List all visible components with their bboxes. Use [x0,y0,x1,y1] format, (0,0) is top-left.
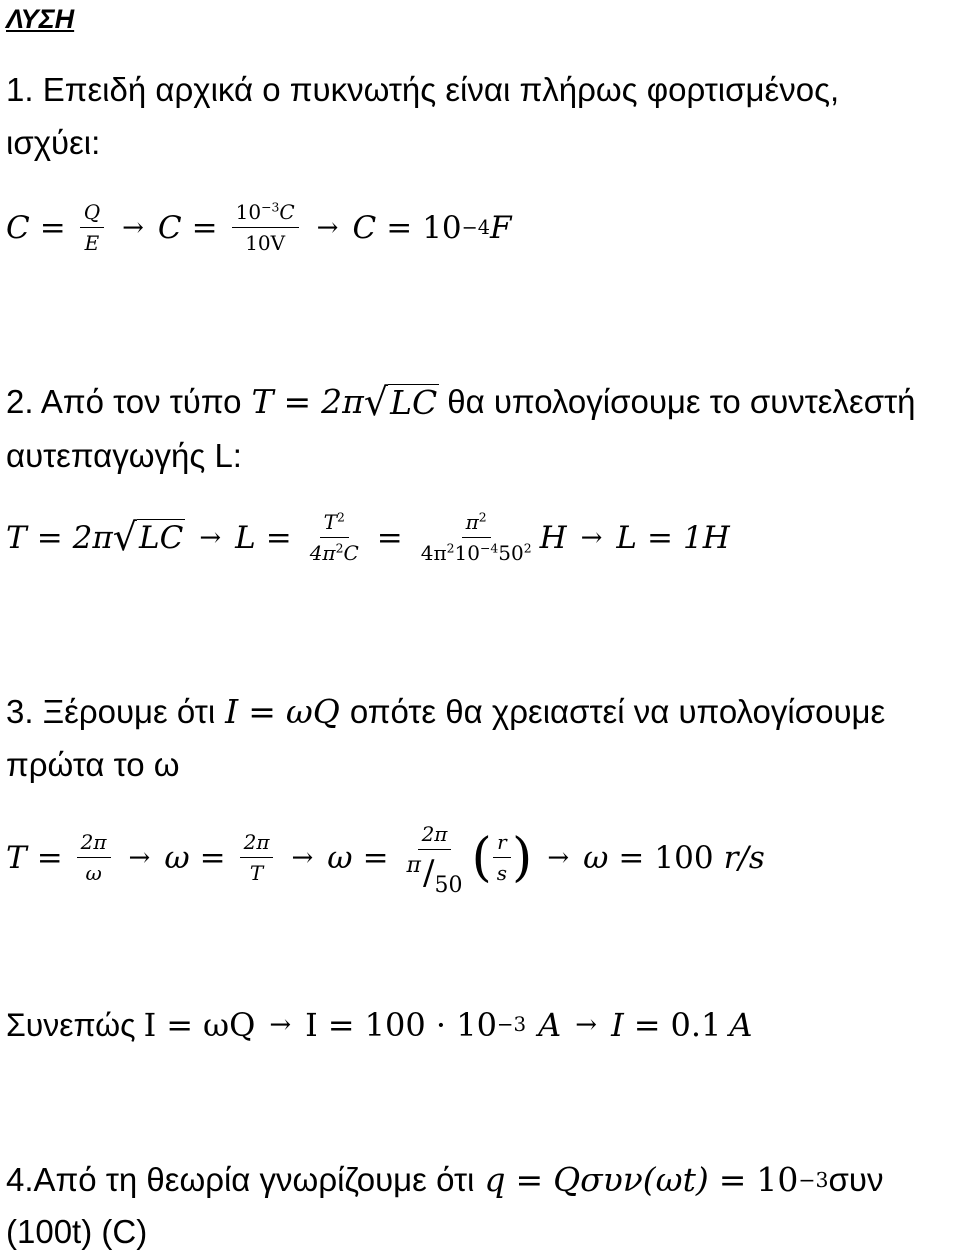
arrow-icon: → [580,522,603,553]
var-omega: ω [164,839,190,876]
radicand: LC [139,520,184,556]
result-base: 10 [422,209,462,246]
op-equals: = [199,839,226,876]
frac-pi2-numeric [417,510,536,565]
num-t: T [323,510,337,534]
s4-pre: Συνεπώς [6,1006,136,1043]
var-i: I [143,1006,157,1044]
frac-num [232,200,299,228]
frac-t2-4pi2c [306,510,363,565]
result-unit: r/s [723,839,765,876]
slash-icon: / [423,853,435,893]
op-equals: = [376,519,403,556]
var-q: q [484,1160,506,1199]
var-l: L [616,519,638,556]
s3-line1-post: οπότε θα χρειαστεί να υπολογίσουμε [349,693,886,730]
num-pi: π [465,510,479,534]
num-exp: −3 [261,199,280,215]
q-expression: Qσυν(ωt) [553,1160,709,1199]
s2-line1 [6,379,916,424]
den-4pi: 4π [309,541,336,565]
exp: 2 [335,540,344,556]
op-equals: = [265,519,292,556]
result-unit: F [489,209,512,246]
op-equals: = [166,1006,194,1044]
var-omega: ω [327,839,353,876]
op-equals: = [515,1160,544,1199]
arrow-icon: → [269,1010,292,1040]
sqrt-icon: √ [112,515,137,559]
var-c: C [352,209,377,246]
right-paren: ) [512,827,533,888]
frac-num: Q [80,200,104,228]
var-l: L [235,519,256,556]
s1-equation: C = $\frac{Q}{E}$ → C = $\frac{10^{-3}C}{10V}$ → C = 10 −4 F [6,199,512,255]
op-equals: = [386,209,413,246]
s3-equation [6,822,765,898]
den-ten: 10 [454,541,480,565]
var-t: T [251,382,274,421]
op-equals: = [633,1006,661,1044]
frac-2pi-t [240,830,274,885]
arrow-icon: → [547,842,570,873]
op-equals: = [39,209,66,246]
arrow-icon: → [199,522,222,553]
var-i: I [305,1006,318,1044]
num-base: 10 [235,200,262,224]
arrow-icon: → [122,212,144,243]
frac-den: s [493,857,511,885]
value: 100 · 10 [364,1006,497,1044]
frac-den [306,538,363,565]
s5-line1-pre: 4.Από τη θεωρία γνωρίζουμε ότι [6,1161,475,1198]
s2-line1-pre: 2. Από τον τύπο [6,383,242,420]
s1-line1: 1. Επειδή αρχικά ο πυκνωτής είναι πλήρως φορτισμένος, [6,71,840,108]
omega-q: ωQ [203,1006,256,1044]
op-equals: = [362,839,389,876]
radicand: LC [390,382,438,422]
s1-line2: ισχύει: [6,124,101,161]
section-title: ΛΥΣΗ [6,4,75,34]
var-c: C [157,209,182,246]
frac-r-s [493,830,511,885]
left-paren: ( [471,827,492,888]
den-c: C [343,541,359,565]
frac-den: 10V [245,231,286,255]
two-pi: 2π [321,382,364,421]
frac-2pi-pi50 [403,822,467,898]
arrow-icon: → [316,212,339,243]
op-equals: = [36,519,63,556]
s2-equation [6,510,730,565]
frac-den: E [84,231,100,255]
op-equals: = [327,1006,355,1044]
op-equals: = [36,839,63,876]
arrow-icon: → [128,842,151,873]
frac-2pi-omega [77,830,111,885]
var-omega: ω [583,839,609,876]
s2-line2: αυτεπαγωγής L: [6,437,242,474]
two-pi: 2π [72,519,113,556]
op-equals: = [618,839,645,876]
frac-q-e [80,200,104,255]
frac-num: 2π [77,830,111,858]
arrow-icon: → [575,1010,598,1040]
sqrt-icon: √ [363,379,389,424]
var-c: C [6,209,30,246]
op-equals: = [191,209,218,246]
op-equals: = [718,1160,747,1199]
frac-num: r [497,830,507,854]
sqrt-lc [363,379,439,424]
den-fifty: 50 [498,541,524,565]
s4-equation: Συνεπώς I = ωQ → I = 100 · 10 −3 A → I = 0.1 A [6,1006,753,1044]
frac-num [462,510,491,538]
var-t: T [6,839,27,876]
frac-num: 2π [240,830,274,858]
s3-line2: πρώτα το ω [6,746,180,783]
var-t: T [6,519,27,556]
result-i: 0.1 [670,1006,722,1044]
var-i: I [611,1006,624,1044]
s5-line1: 4.Από τη θεωρία γνωρίζουμε ότι q = Qσυν(ωt) = 10 −3 συν [6,1160,884,1199]
var-i: I [225,692,239,731]
op-equals: = [248,692,276,731]
s5-line1-post: συν [828,1161,884,1198]
omega-q: ωQ [285,692,340,731]
den-pi: π [406,852,422,878]
den-4pi: 4π [420,541,447,565]
den-fifty: 50 [434,872,463,898]
s5-line2: (100t) (C) [6,1213,148,1250]
exp: 2 [336,509,345,525]
frac-den: ω [85,861,102,885]
s2-line1-post: θα υπολογίσουμε το συντελεστή [447,383,916,420]
exp: −4 [479,540,499,556]
s3-line1 [6,692,885,732]
num-unit: C [279,200,295,224]
unit-a: A [538,1006,562,1044]
frac-num: 2π [418,822,452,850]
frac-den: T [249,861,264,885]
unit-a: A [729,1006,753,1044]
sqrt-lc [112,515,186,559]
exp: 2 [446,540,455,556]
op-equals: = [283,382,312,421]
frac-den [403,850,467,898]
frac-num [320,510,349,538]
op-equals: = [647,519,673,556]
result-omega: 100 [654,839,714,876]
frac-den [417,538,536,565]
power-base: 10 [756,1160,799,1199]
result-l: 1H [683,519,730,556]
exp: 2 [478,509,487,525]
s3-line1-pre: 3. Ξέρουμε ότι [6,693,216,730]
exp: 2 [523,540,532,556]
frac-charge-voltage [232,200,299,255]
arrow-icon: → [291,842,314,873]
unit-h: H [539,519,567,556]
